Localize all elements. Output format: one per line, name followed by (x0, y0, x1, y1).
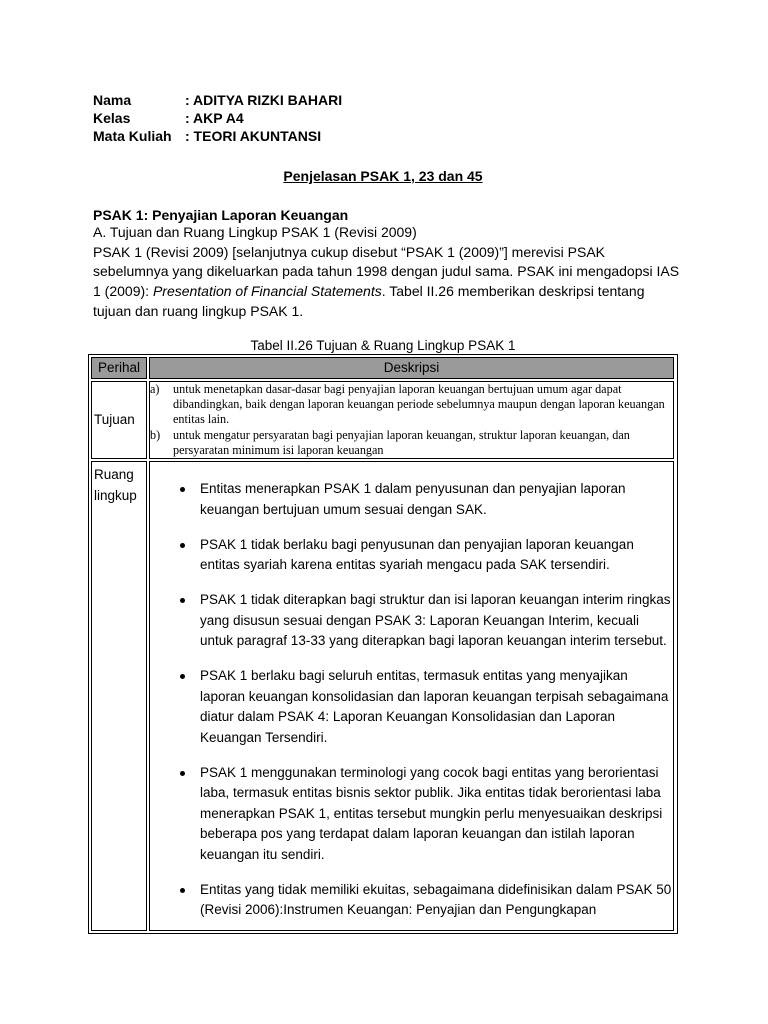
name-value: : ADITYA RIZKI BAHARI (185, 92, 343, 108)
bullet-item (172, 666, 673, 748)
ruang-lingkup-list (172, 479, 673, 921)
bullet-text: Entitas menerapkan PSAK 1 dalam penyusunan dan penyajian laporan keuangan bertujuan umum sesuai dengan SAK. (200, 481, 626, 517)
list-item (150, 428, 673, 458)
list-item (150, 382, 673, 428)
row-label-ruang-lingkup: Ruang lingkup (91, 461, 147, 931)
bullet-item (172, 880, 673, 921)
bullet-text: Entitas yang tidak memiliki ekuitas, sebagaimana didefinisikan dalam PSAK 50 (Revisi 2006):Instrumen Keuangan: Penyajian dan Pengungkapan (200, 881, 672, 917)
bullet-icon (180, 674, 185, 679)
row-label-tujuan: Tujuan (91, 381, 147, 459)
course-value: : TEORI AKUNTANSI (185, 128, 322, 144)
row-desc-ruang-lingkup (149, 461, 674, 931)
bullet-text: PSAK 1 berlaku bagi seluruh entitas, termasuk entitas yang menyajikan laporan keuangan konsolidasian dan laporan keuangan terpisah sebagaimana diatur dalam PSAK 4: Laporan Keuangan Konsolidasian dan Laporan Keuangan Tersendiri. (200, 668, 669, 745)
bullet-icon (180, 598, 185, 603)
document-title: Penjelasan PSAK 1, 23 dan 45 (283, 168, 483, 184)
bullet-text: PSAK 1 tidak berlaku bagi penyusunan dan penyajian laporan keuangan entitas syariah karena entitas syariah mengacu pada SAK tersendiri. (200, 536, 634, 572)
class-label: Kelas (93, 110, 131, 126)
scope-table (88, 354, 678, 934)
class-value: : AKP A4 (185, 110, 244, 126)
bullet-icon (180, 487, 185, 492)
bullet-item (172, 763, 673, 866)
bullet-text: PSAK 1 menggunakan terminologi yang cocok bagi entitas yang berorientasi laba, termasuk entitas bisnis sektor publik. Jika entitas tidak berorientasi laba menerapkan PSAK 1, entitas tersebut mungkin perlu menyesuaikan deskripsi beberapa pos yang terdapat dalam laporan keuangan dan istilah laporan keuangan itu sendiri. (200, 764, 663, 862)
bullet-icon (180, 888, 185, 893)
item-text: untuk mengatur persyaratan bagi penyajian laporan keuangan, struktur laporan keuangan, dan persyaratan minimum isi laporan keuangan (173, 427, 630, 457)
bullet-item (172, 535, 673, 576)
header-deskripsi: Deskripsi (149, 357, 674, 379)
student-name-row (93, 90, 342, 110)
name-label: Nama (93, 92, 132, 108)
paragraph-text-2: . Tabel II.26 memberikan deskripsi tentang tujuan dan ruang lingkup PSAK 1. (93, 283, 645, 319)
paragraph-text-1: PSAK 1 (Revisi 2009) [selanjutnya cukup disebut “PSAK 1 (2009)”] merevisi PSAK sebelumnya yang dikeluarkan pada tahun 1998 dengan judul sama. PSAK ini mengadopsi IAS 1 (2009): (93, 243, 680, 300)
paragraph-italic-title: Presentation of Financial Statements (152, 283, 382, 300)
course-label: Mata Kuliah (93, 128, 172, 144)
bullet-icon (180, 543, 185, 548)
bullet-item (172, 590, 673, 652)
item-text: untuk menetapkan dasar-dasar bagi penyajian laporan keuangan bertujuan umum agar dapat dibandingkan, baik dengan laporan keuangan periode sebelumnya maupun dengan laporan keuangan entitas lain. (173, 382, 665, 427)
header-perihal: Perihal (91, 357, 147, 379)
tujuan-list (150, 382, 673, 458)
section-subheading: A. Tujuan dan Ruang Lingkup PSAK 1 (Revisi 2009) (93, 224, 417, 240)
section-heading: PSAK 1: Penyajian Laporan Keuangan (93, 207, 349, 223)
bullet-text: PSAK 1 tidak diterapkan bagi struktur dan isi laporan keuangan interim ringkas yang disusun sesuai dengan PSAK 3: Laporan Keuangan Interim, kecuali untuk paragraf 13-33 yang diterapkan bagi laporan keuangan interim tersebut. (200, 592, 671, 648)
section-paragraph (93, 243, 683, 322)
bullet-icon (180, 771, 185, 776)
class-row (93, 108, 244, 128)
course-row (93, 126, 321, 146)
row-desc-tujuan (149, 381, 674, 459)
item-marker: a) (150, 382, 160, 396)
bullet-item (172, 479, 673, 520)
item-marker: b) (150, 427, 161, 442)
section-body (93, 223, 683, 322)
table-caption: Tabel II.26 Tujuan & Ruang Lingkup PSAK 1 (250, 338, 516, 353)
